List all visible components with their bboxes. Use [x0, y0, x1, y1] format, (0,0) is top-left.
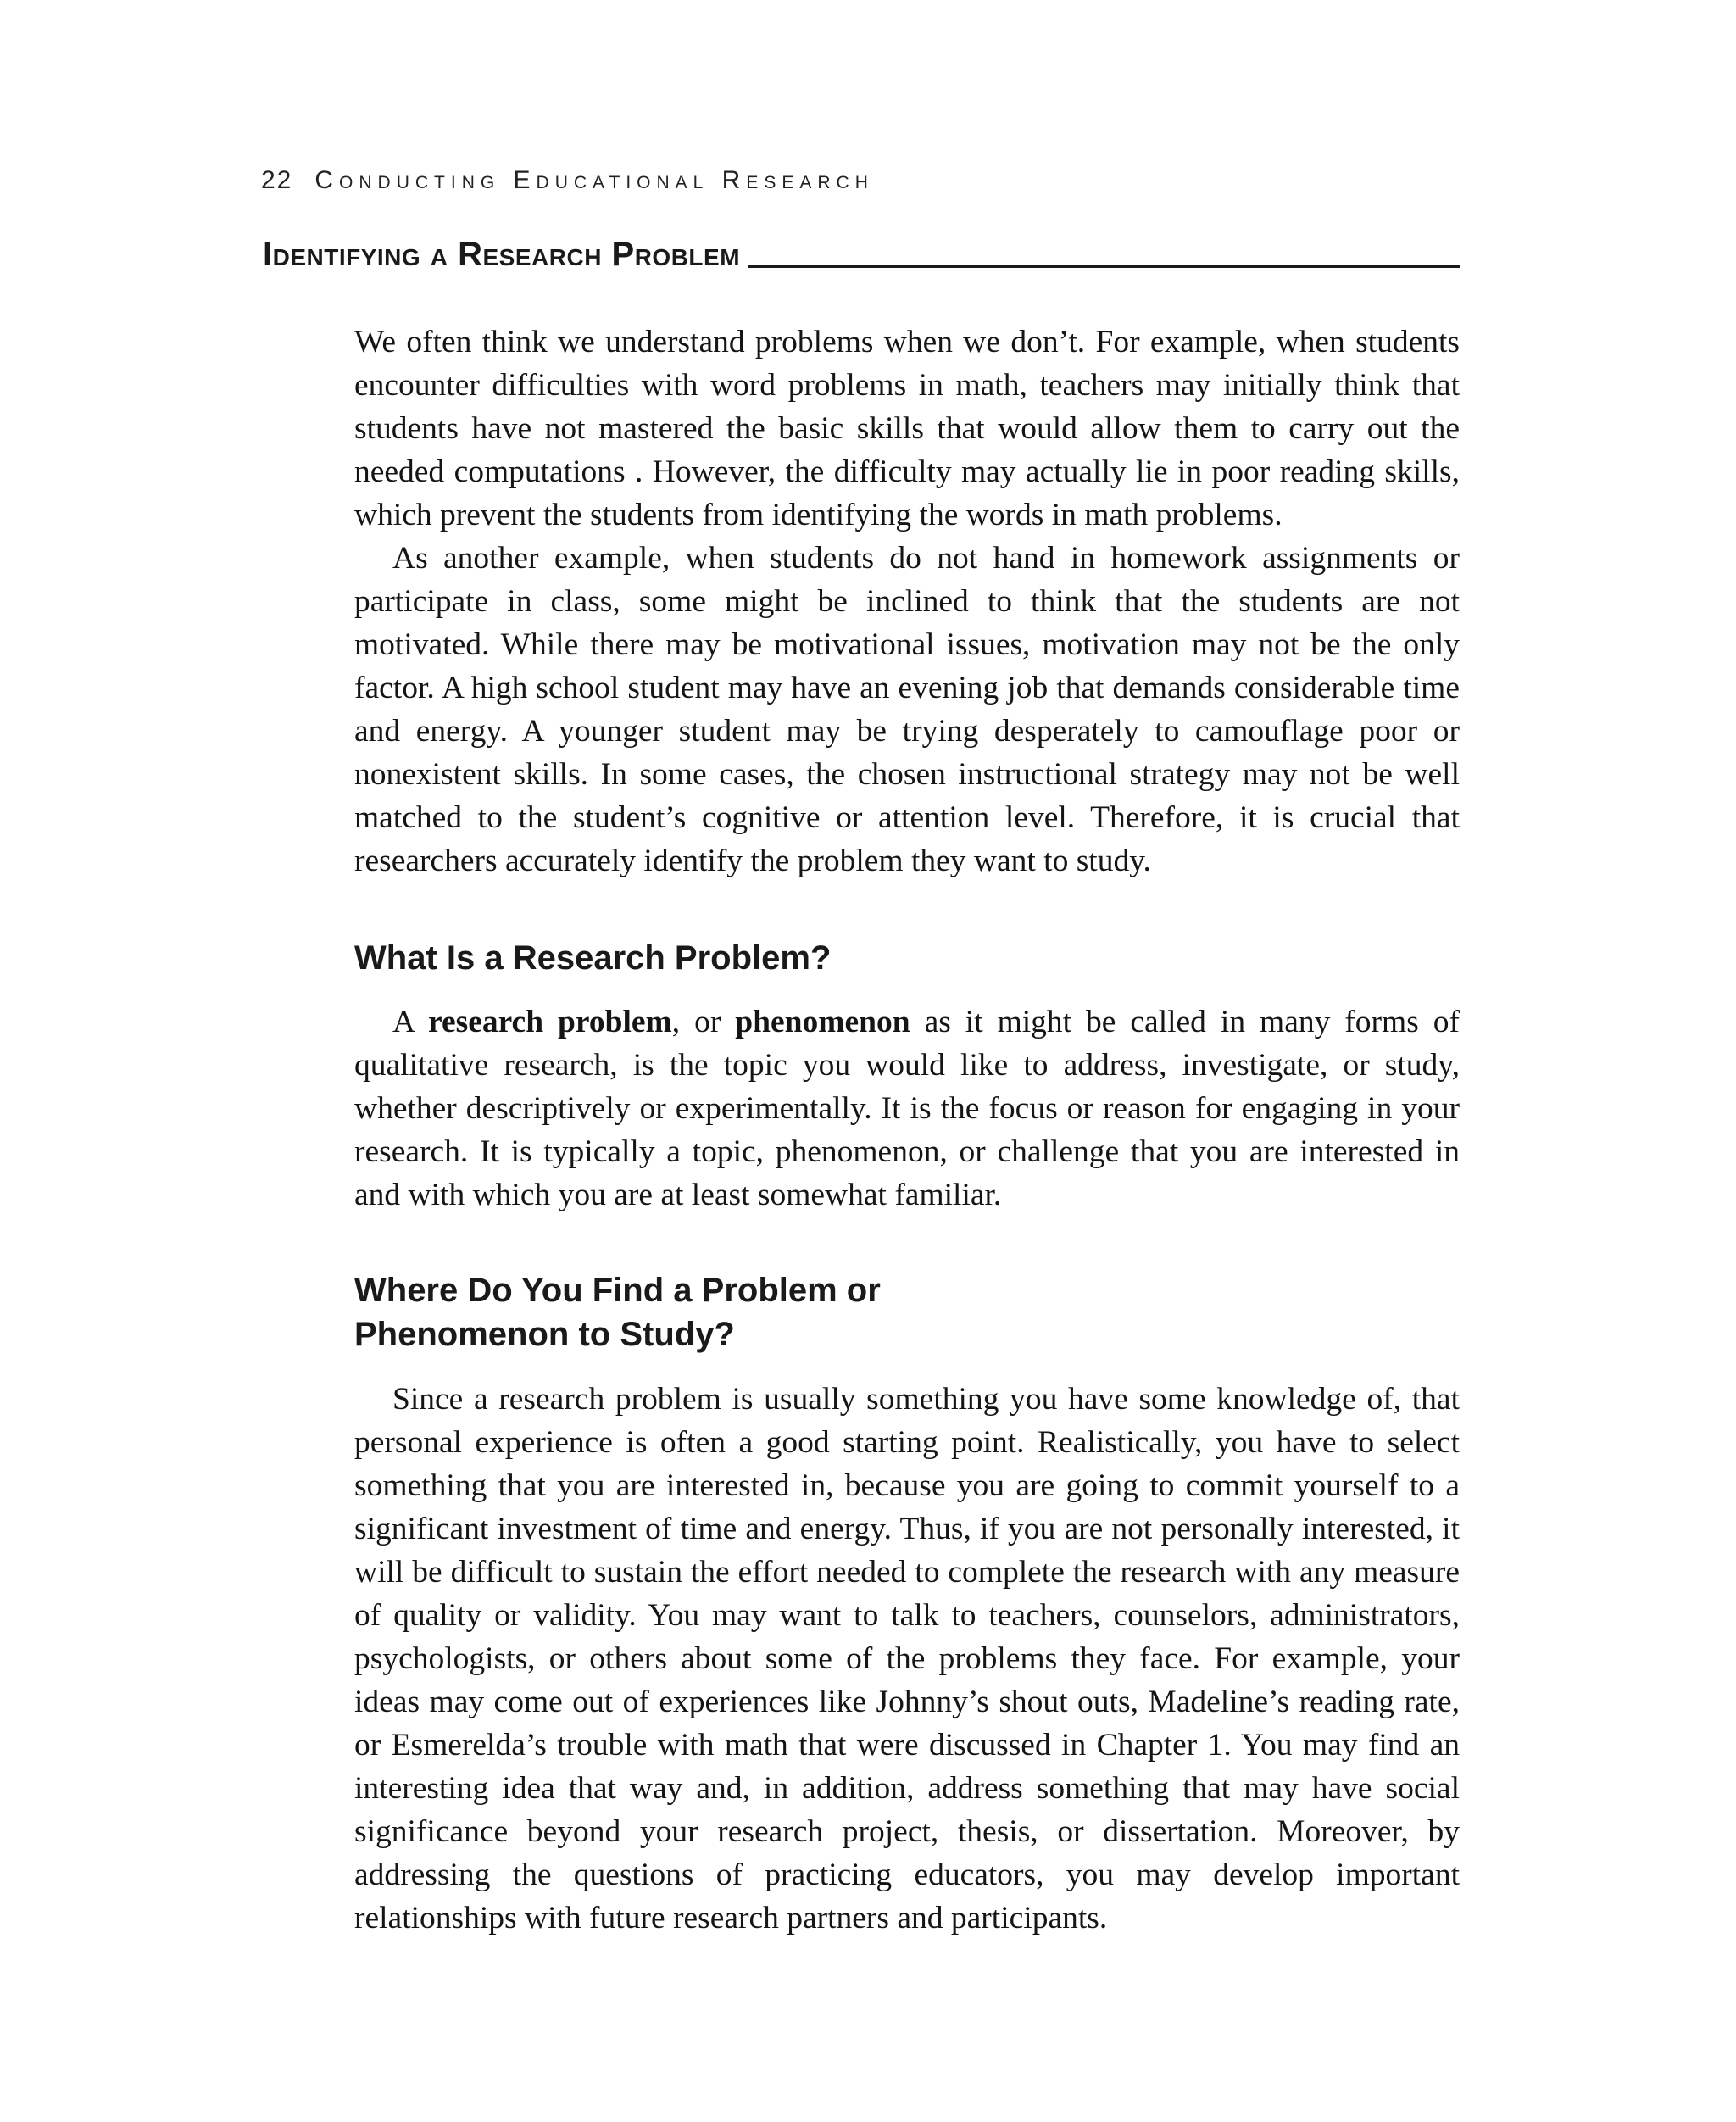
term-phenomenon: phenomenon: [735, 1005, 910, 1039]
section-rule: [748, 265, 1460, 268]
what-is-rest: as it might be called in many forms of qualitative research, is the topic you would like to address, investigate, or study, whether descriptively or experimentally. It is the focus or reason for engaging in your research. It is typically a topic, phenomenon, or challenge that you are interested in and with which you are at least somewhat familiar.: [354, 1005, 1460, 1212]
section-heading: [263, 237, 1460, 271]
what-is-text: [354, 1000, 1460, 1217]
term-research-problem: research problem: [427, 1005, 672, 1039]
subheading-where-find-line2: Phenomenon to Study?: [354, 1316, 735, 1353]
running-head-title: Conducting Educational Research: [314, 166, 874, 194]
subheading-where-find: [354, 1268, 1460, 1356]
running-head: [261, 166, 874, 195]
what-is-mid: , or: [671, 1005, 736, 1039]
intro-paragraph-1: We often think we understand problems when we don’t. For example, when students encounter difficulties with word problems in math, teachers may initially think that students have not mastered the basic skills that would allow them to carry out the needed computations . However, the difficulty may actually lie in poor reading skills, which prevent the students from identifying the words in math problems.: [354, 325, 1460, 532]
page-number: 22: [261, 166, 293, 194]
intro-text: [354, 320, 1460, 883]
subheading-where-find-line1: Where Do You Find a Problem or: [354, 1272, 881, 1309]
section-title: Identifying a Research Problem: [263, 236, 741, 273]
subheading-what-is: [354, 936, 1460, 980]
what-is-paragraph: [354, 1000, 1460, 1217]
where-find-paragraph: Since a research problem is usually something you have some knowledge of, that personal experience is often a good starting point. Realistically, you have to select something that you are interested in, because you are going to commit yourself to a significant investment of time and energy. Thus, if you are not personally interested, it will be difficult to sustain the effort needed to complete the research with any measure of quality or validity. You may want to talk to teachers, counselors, administrators, psychologists, or others about some of the problems they face. For example, your ideas may come out of experiences like Johnny’s shout outs, Madeline’s reading rate, or Esmerelda’s trouble with math that were discussed in Chapter 1. You may find an interesting idea that way and, in addition, address something that may have social significance beyond your research project, thesis, or dissertation. Moreover, by addressing the questions of practicing educators, you may develop important relationships with future research partners and participants.: [354, 1382, 1460, 1935]
intro-paragraph-2: As another example, when students do not hand in homework assignments or participate in class, some might be inclined to think that the students are not motivated. While there may be motivational issues, motivation may not be the only factor. A high school student may have an evening job that demands considerable time and energy. A younger student may be trying desperately to camouflage poor or nonexistent skills. In some cases, the chosen instructional strategy may not be well matched to the student’s cognitive or attention level. Therefore, it is crucial that researchers accurately identify the problem they want to study.: [354, 541, 1460, 878]
subheading-what-is-text: What Is a Research Problem?: [354, 939, 832, 977]
what-is-lead: A: [392, 1005, 428, 1039]
where-find-text: [354, 1378, 1460, 1940]
